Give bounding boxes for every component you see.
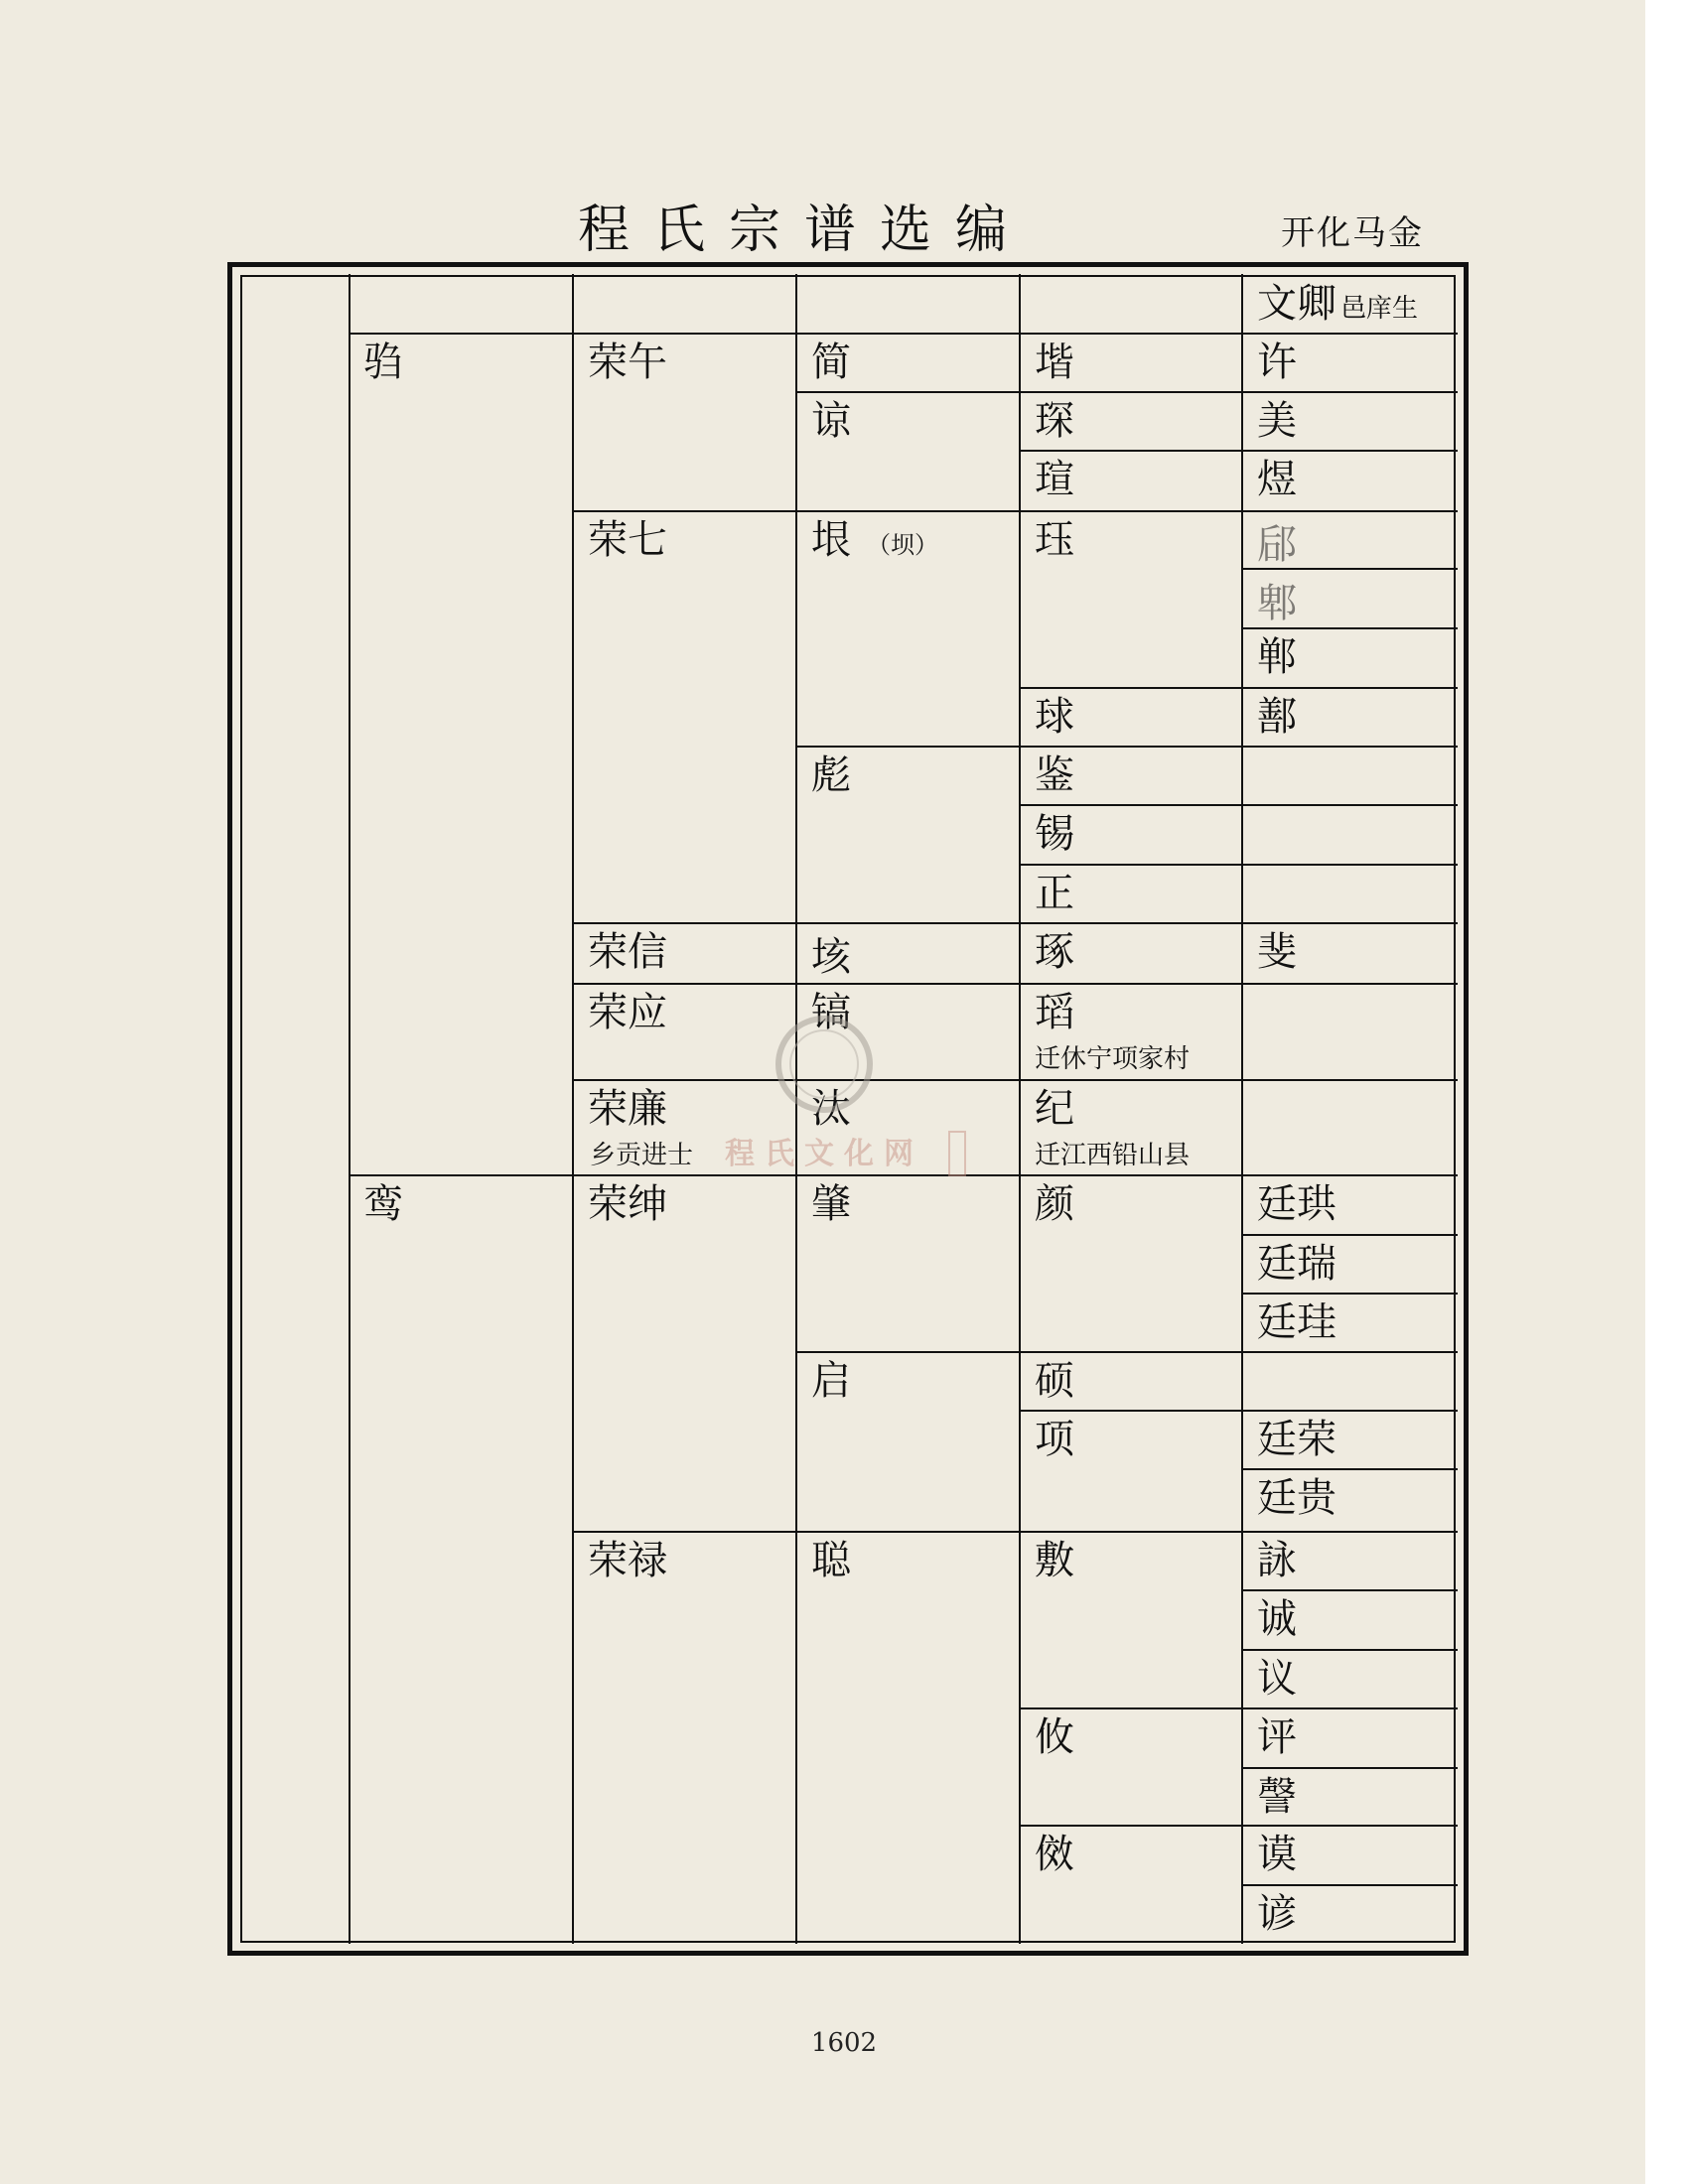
grid-line [349, 274, 351, 1944]
gen6-name: 斐 [1257, 929, 1297, 975]
grid-line [572, 274, 574, 1944]
grid-line [1241, 1767, 1458, 1769]
gen3-name: 荣绅 [588, 1181, 667, 1227]
grid-line [795, 274, 797, 1944]
gen3-name: 荣禄 [588, 1538, 667, 1583]
gen4-name: 肇 [811, 1181, 851, 1227]
gen5-name: 鉴 [1035, 752, 1074, 798]
gen4-name: 聪 [811, 1538, 851, 1583]
gen4-name: 镐 [811, 990, 851, 1035]
person-note: 迁江西铅山县 [1035, 1141, 1191, 1170]
grid-line [1241, 568, 1458, 570]
gen6-name: 许 [1257, 340, 1297, 385]
page-number: 1602 [810, 2028, 878, 2058]
gen2-name: 驺 [363, 340, 403, 385]
grid-line [795, 746, 1458, 748]
grid-line [1019, 274, 1021, 1944]
gen5-name: 珏 [1035, 517, 1074, 563]
grid-line [349, 1174, 1458, 1176]
gen5-name: 琛 [1035, 398, 1074, 444]
grid-line [1019, 1707, 1458, 1709]
gen6-name: 诚 [1257, 1596, 1297, 1642]
person-note: 邑庠生 [1340, 294, 1419, 324]
gen6-name: 议 [1257, 1656, 1297, 1702]
grid-line [1241, 1293, 1458, 1295]
gen5-name: 颜 [1035, 1181, 1074, 1227]
grid-line [1241, 1468, 1458, 1470]
grid-line [1241, 274, 1243, 1944]
grid-line [572, 983, 1458, 985]
gen6-name: 謦 [1257, 1774, 1297, 1820]
grid-line [1019, 864, 1458, 866]
gen6-name: 美 [1257, 398, 1297, 444]
grid-line [795, 1351, 1458, 1353]
grid-line [1241, 1884, 1458, 1886]
person-note: 乡贡进士 [590, 1141, 694, 1170]
gen6-name: 评 [1257, 1714, 1297, 1760]
gen4-name [811, 518, 938, 567]
grid-line [1019, 1825, 1458, 1827]
gen5-name: 瑫 [1035, 990, 1074, 1035]
gen3-name: 荣午 [588, 340, 667, 385]
grid-line [572, 1531, 1458, 1533]
gen6-name: 煜 [1257, 457, 1297, 502]
grid-line [1019, 804, 1458, 806]
gen5-name: 硕 [1035, 1358, 1074, 1404]
gen6-name: 谚 [1257, 1891, 1297, 1937]
grid-line [572, 510, 1458, 512]
gen5-name: 堦 [1035, 340, 1074, 385]
gen5-name: 正 [1035, 871, 1074, 916]
gen6-name: 廷瑞 [1257, 1241, 1336, 1287]
gen5-name: 锡 [1035, 811, 1074, 857]
gen4-name: 汰 [811, 1086, 851, 1132]
grid-line [795, 391, 1458, 393]
grid-line [1019, 450, 1458, 452]
gen5-name: 瑄 [1035, 457, 1074, 502]
grid-line [572, 922, 1458, 924]
page-title: 程氏宗谱选编 [577, 201, 1031, 260]
grid-line [1019, 687, 1458, 689]
gen3-name: 荣信 [588, 929, 667, 975]
person-name: 垠 [811, 517, 851, 563]
gen4-name: 谅 [811, 398, 851, 444]
gen6-name: 郫 [1257, 581, 1297, 626]
gen6-name [1257, 282, 1418, 331]
gen3-name: 荣应 [588, 990, 667, 1035]
gen6-name: 郸 [1257, 634, 1297, 680]
gen6-name: 鄯 [1257, 694, 1297, 740]
gen4-name: 彪 [811, 752, 851, 798]
gen5-name: 敷 [1035, 1538, 1074, 1583]
gen5-name: 球 [1035, 694, 1074, 740]
gen5-name: 傚 [1035, 1832, 1074, 1877]
grid-line [1241, 627, 1458, 629]
gen4-name: 简 [811, 340, 851, 385]
gen6-name: 詠 [1257, 1538, 1297, 1583]
gen6-name: 廷荣 [1257, 1417, 1336, 1462]
gen6-name: 郈 [1257, 522, 1297, 568]
gen5-name: 纪 [1035, 1086, 1074, 1132]
gen6-name: 谟 [1257, 1832, 1297, 1877]
grid-line [1019, 1410, 1458, 1412]
person-note: 迁休宁项家村 [1035, 1044, 1191, 1074]
gen5-name: 攸 [1035, 1714, 1074, 1760]
gen3-name: 荣七 [588, 517, 667, 563]
gen6-name: 廷珪 [1257, 1299, 1336, 1345]
grid-line [1241, 1234, 1458, 1236]
grid-line [1241, 1589, 1458, 1591]
grid-line [349, 333, 1458, 335]
person-name: 文卿 [1257, 281, 1336, 327]
watermark-text: 程氏文化网 [725, 1137, 923, 1171]
gen4-name: 启 [811, 1358, 851, 1404]
gen4-name: 垓 [811, 934, 851, 980]
page-subtitle: 开化马金 [1281, 213, 1424, 253]
gen2-name: 鸾 [363, 1181, 403, 1227]
grid-line [572, 1079, 1458, 1081]
gen3-name: 荣廉 [588, 1086, 667, 1132]
gen6-name: 廷贵 [1257, 1475, 1336, 1521]
gen5-name: 琢 [1035, 929, 1074, 975]
grid-line [1241, 1649, 1458, 1651]
gen5-name: 项 [1035, 1417, 1074, 1462]
gen6-name: 廷珙 [1257, 1181, 1336, 1227]
person-note: （坝） [867, 531, 938, 559]
